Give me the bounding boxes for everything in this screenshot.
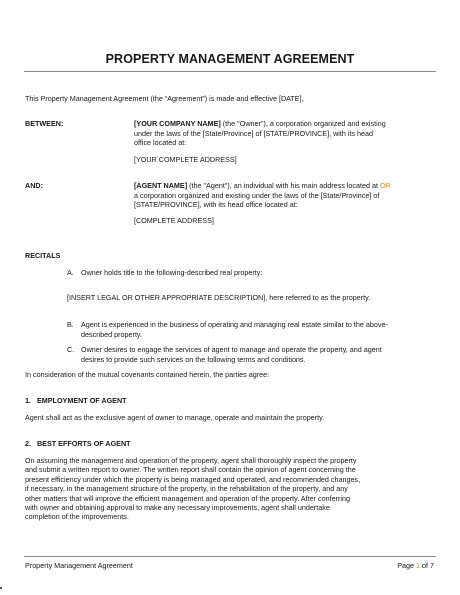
- or-highlight: OR: [380, 181, 391, 190]
- recital-a-letter: A.: [67, 268, 74, 277]
- between-line-1: [YOUR COMPANY NAME] (the "Owner"), a corporation organized and existing: [134, 119, 386, 128]
- footer-title: Property Management Agreement: [25, 561, 133, 570]
- section-2-line: completion of the improvements.: [25, 512, 129, 522]
- section-2-line: and submit a written report to owner. The written report shall contain the opinion of agent concerning the: [25, 465, 356, 475]
- footer-rule: [24, 556, 436, 557]
- recital-c-line-1: Owner desires to engage the services of agent to manage and operate the property, and agent: [81, 345, 382, 354]
- owner-address: [YOUR COMPLETE ADDRESS]: [134, 155, 237, 164]
- section-2-heading: 2. BEST EFFORTS OF AGENT: [25, 439, 131, 448]
- between-line-2: under the laws of the [State/Province] of [STATE/PROVINCE], with its head: [134, 128, 374, 138]
- section-1-text: Agent shall act as the exclusive agent of owner to manage, operate and maintain the property.: [25, 413, 325, 422]
- and-label: AND:: [25, 181, 43, 190]
- recital-c-letter: C.: [67, 345, 75, 354]
- consideration-text: In consideration of the mutual covenants contained herein, the parties agree:: [25, 370, 270, 379]
- agent-name: [AGENT NAME]: [134, 181, 188, 190]
- and-line-1: [AGENT NAME] (the "Agent"), an individual with his main address located at OR: [134, 181, 391, 190]
- page-number: Page 1 of 7: [397, 561, 434, 570]
- section-1-heading: 1. EMPLOYMENT OF AGENT: [25, 396, 127, 405]
- between-line-3: office located at:: [134, 138, 187, 148]
- title-rule: [24, 71, 436, 72]
- corner-mark: [0, 587, 2, 589]
- section-2-line: other matters that will improve the efficient management and operation of the property. After conferring: [25, 493, 350, 503]
- and-line-2: a corporation organized and existing under the laws of the [State/Province] of: [134, 190, 380, 200]
- recital-b-letter: B.: [67, 320, 74, 329]
- intro-text: This Property Management Agreement (the “Agreement”) is made and effective [DATE],: [25, 94, 304, 103]
- agent-address: [COMPLETE ADDRESS]: [134, 216, 214, 225]
- owner-name: [YOUR COMPANY NAME]: [134, 119, 221, 128]
- recital-b-line-2: described property.: [81, 329, 142, 339]
- section-2-line: On assuming the management and operation of the property, agent shall thoroughly inspect the property: [25, 456, 357, 465]
- recitals-heading: RECITALS: [25, 251, 61, 260]
- document-title: PROPERTY MANAGEMENT AGREEMENT: [105, 52, 355, 66]
- section-2-line: with owner and obtaining approval to make any necessary improvements, agent shall undertake: [25, 503, 330, 512]
- recital-a-text: Owner holds title to the following-described real property:: [81, 268, 263, 277]
- section-2-line: if necessary, in the management structure of the property, in the rehabilitation of the property, and any: [25, 484, 348, 494]
- current-page: 1: [416, 561, 420, 570]
- and-line-3: [STATE/PROVINCE], with its head office located at:: [134, 200, 298, 210]
- between-label: BETWEEN:: [25, 119, 64, 128]
- property-description: [INSERT LEGAL OR OTHER APPROPRIATE DESCRIPTION], here referred to as the property.: [67, 293, 371, 302]
- recital-b-line-1: Agent is experienced in the business of operating and managing real estate similar to the above-: [81, 320, 388, 329]
- section-2-line: present efficiency under which the property is being managed and operated, and recommended changes,: [25, 474, 361, 484]
- recital-c-line-2: desires to provide such services on the following terms and conditions.: [81, 354, 306, 364]
